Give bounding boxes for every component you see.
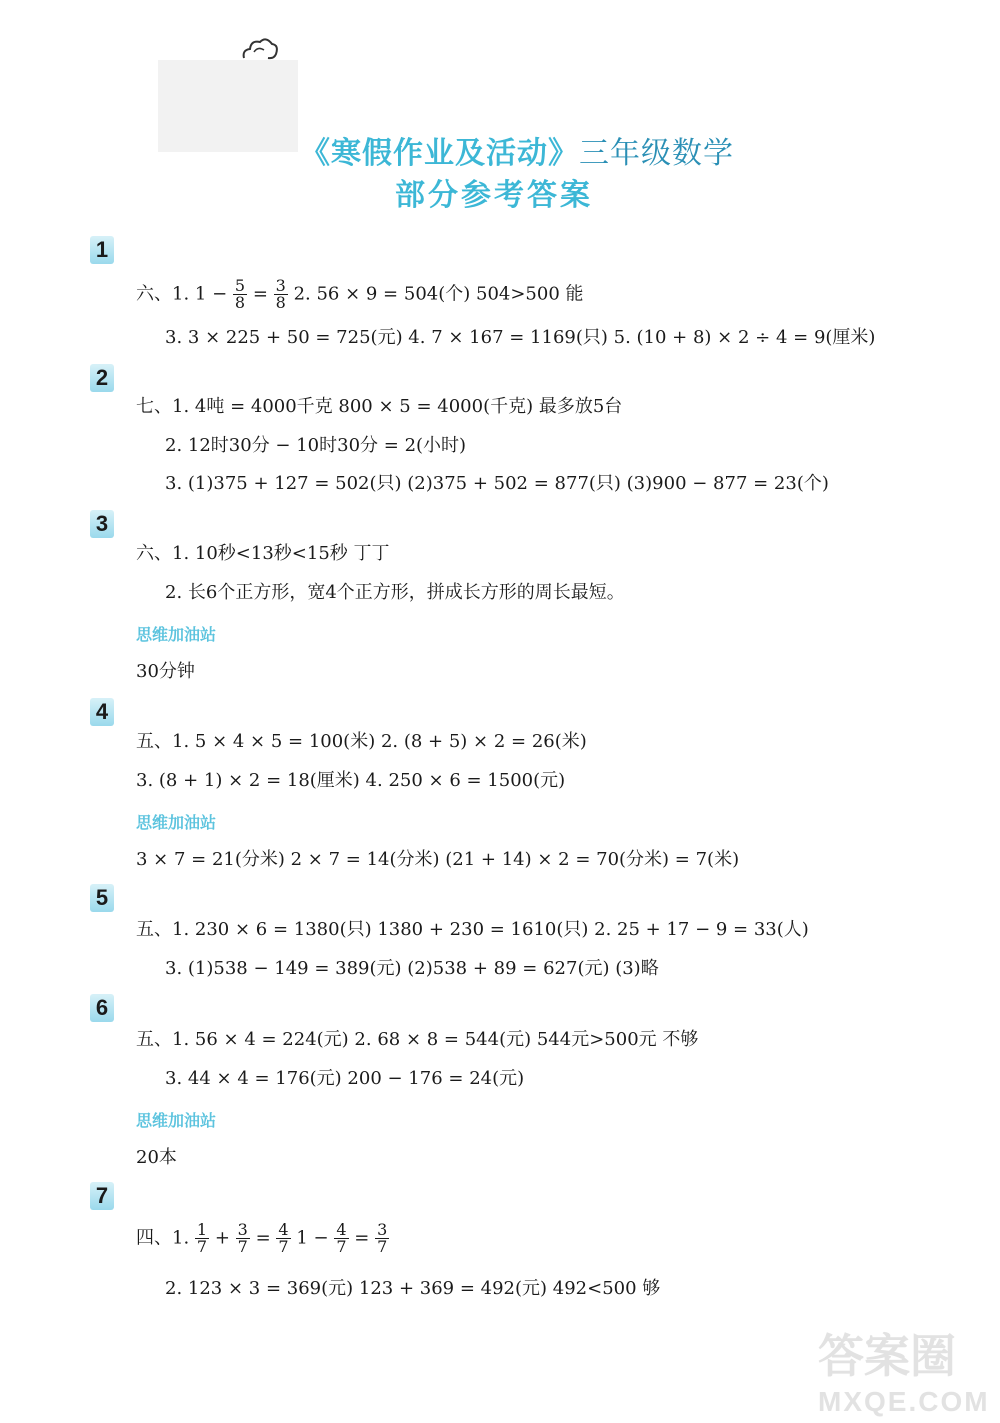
corner-blank-box	[158, 60, 298, 152]
answer-line-4-1: 五、1. 5 × 4 × 5 = 100(米) 2. (8 + 5) × 2 = 26(米)	[136, 731, 587, 752]
fraction: $\frac{4}{7}$	[336, 1220, 347, 1256]
answer-line-2-3: 3. (1)375 + 127 = 502(只) (2)375 + 502 = 877(只) (3)900 − 877 = 23(个)	[165, 473, 829, 494]
fraction: $\frac{3}{8}$	[275, 276, 286, 312]
watermark-url: MXQE.COM	[818, 1386, 990, 1417]
section-badge-7: 7	[90, 1182, 114, 1210]
fraction: $\frac{3}{7}$	[237, 1220, 248, 1256]
answer-line-7-1: 四、1. $\frac{1}{7}$ + $\frac{3}{7}$ = $\frac{4}{7}$ 1 − $\frac{4}{7}$ = $\frac{3}{7}$	[136, 1220, 388, 1256]
section-badge-3: 3	[90, 510, 114, 538]
answer-line-6-1: 五、1. 56 × 4 = 224(元) 2. 68 × 8 = 544(元) 544元>500元 不够	[136, 1029, 699, 1050]
thinking-station-label: 思维加油站	[136, 627, 217, 644]
page-subtitle: 部分参考答案	[395, 178, 593, 213]
answer-line-3-1: 六、1. 10秒<13秒<15秒 丁丁	[136, 543, 390, 564]
section-badge-2: 2	[90, 364, 114, 392]
answer-line-2-1: 七、1. 4吨 = 4000千克 800 × 5 = 4000(千克) 最多放5台	[136, 396, 623, 417]
answer-line-1-2: 3. 3 × 225 + 50 = 725(元) 4. 7 × 167 = 1169(只) 5. (10 + 8) × 2 ÷ 4 = 9(厘米)	[165, 327, 876, 348]
cloud-logo-icon	[240, 36, 280, 62]
thinking-station-label: 思维加油站	[136, 1113, 217, 1130]
answer-line-1-1: 六、1. 1 − $\frac{5}{8}$ = $\frac{3}{8}$ 2. 56 × 9 = 504(个) 504>500 能	[136, 276, 584, 312]
section-badge-1: 1	[90, 236, 114, 264]
answer-line-2-2: 2. 12时30分 − 10时30分 = 2(小时)	[165, 435, 467, 456]
answer-line-3-2: 2. 长6个正方形，宽4个正方形，拼成长方形的周长最短。	[165, 582, 625, 603]
answer-line-5-2: 3. (1)538 − 149 = 389(元) (2)538 + 89 = 627(元) (3)略	[165, 958, 659, 979]
fraction: $\frac{4}{7}$	[278, 1220, 289, 1256]
thinking-answer-3: 30分钟	[136, 661, 195, 682]
thinking-answer-6: 20本	[136, 1147, 177, 1168]
answer-line-4-2: 3. (8 + 1) × 2 = 18(厘米) 4. 250 × 6 = 1500(元)	[136, 770, 566, 791]
fraction: $\frac{3}{7}$	[377, 1220, 388, 1256]
page-title: 《寒假作业及活动》三年级数学	[300, 136, 734, 171]
section-badge-5: 5	[90, 884, 114, 912]
answer-line-7-2: 2. 123 × 3 = 369(元) 123 + 369 = 492(元) 492<500 够	[165, 1278, 661, 1299]
thinking-answer-4: 3 × 7 = 21(分米) 2 × 7 = 14(分米) (21 + 14) × 2 = 70(分米) = 7(米)	[136, 849, 740, 870]
fraction: $\frac{5}{8}$	[234, 276, 246, 312]
thinking-station-label: 思维加油站	[136, 815, 217, 832]
answer-line-6-2: 3. 44 × 4 = 176(元) 200 − 176 = 24(元)	[165, 1068, 525, 1089]
watermark-text: 答案圈	[818, 1330, 956, 1382]
fraction: $\frac{1}{7}$	[196, 1220, 208, 1256]
section-badge-4: 4	[90, 698, 114, 726]
section-badge-6: 6	[90, 994, 114, 1022]
watermark-logo	[818, 1320, 990, 1417]
answer-line-5-1: 五、1. 230 × 6 = 1380(只) 1380 + 230 = 1610(只) 2. 25 + 17 − 9 = 33(人)	[136, 919, 809, 940]
